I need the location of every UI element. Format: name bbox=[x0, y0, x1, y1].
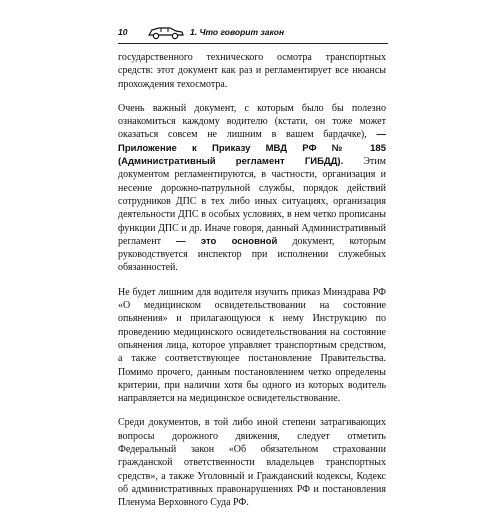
paragraph-text: Очень важный документ, с которым было бы полезно ознакомиться каждому водителю (кстати, он тоже может оказаться совсем не лишним в вашем бардачке), bbox=[118, 102, 386, 141]
paragraph-text: Среди документов, в той либо иной степени затрагивающих вопросы дорожного движения, следует отметить Федеральный закон «Об обязательном страховании гражданской ответственности владельцев транспортных средств», а также Уголовный и Гражданский кодексы, Кодекс об административных правонарушениях РФ и постановления Пленума Верховного Суда РФ. bbox=[118, 417, 386, 509]
chapter-title: 1. Что говорит закон bbox=[190, 27, 285, 37]
header-divider bbox=[118, 43, 388, 44]
body-text bbox=[118, 51, 386, 521]
paragraph bbox=[118, 102, 386, 275]
paragraph bbox=[118, 51, 386, 91]
running-header bbox=[118, 23, 388, 41]
bold-reference: — Приложение к Приказу МВД РФ № 185 (Административный регламент ГИБДД). bbox=[118, 129, 386, 168]
paragraph-text: документ, которым руководствуется инспектор при исполнении служебных обязанностей. bbox=[118, 235, 386, 274]
paragraph-text: Этим документом регламентируются, в частности, организация и несение дорожно-патрульной службы, порядок действий сотрудников ДПС в тех либо иных ситуациях, организация деятельности ДПС в особых условиях, в нем четко прописаны функции ДПС и др. Иначе говоря, данный Административный регламент bbox=[118, 156, 386, 247]
paragraph bbox=[118, 416, 386, 509]
page-number: 10 bbox=[118, 27, 128, 37]
paragraph-text: Не будет лишним для водителя изучить приказ Минздрава РФ «О медицинском освидетельствовании на состояние опьянения» и прилагающуюся к нему Инструкцию по проведению медицинского освидетельствования на состояние опьянения лица, которое управляет транспортным средством, а также соответствующее постановление Правительства. Помимо прочего, данным постановлением четко определены критерии, при наличии хотя бы одного из которых водитель направляется на медицинское освидетельствование. bbox=[118, 286, 386, 405]
bold-emphasis: — это основной bbox=[176, 235, 278, 247]
paragraph bbox=[118, 286, 386, 406]
paragraph-text: государственного технического осмотра транспортных средств: этот документ как раз и регламентирует все нюансы прохождения техосмотра. bbox=[118, 52, 386, 90]
car-icon bbox=[146, 24, 186, 40]
